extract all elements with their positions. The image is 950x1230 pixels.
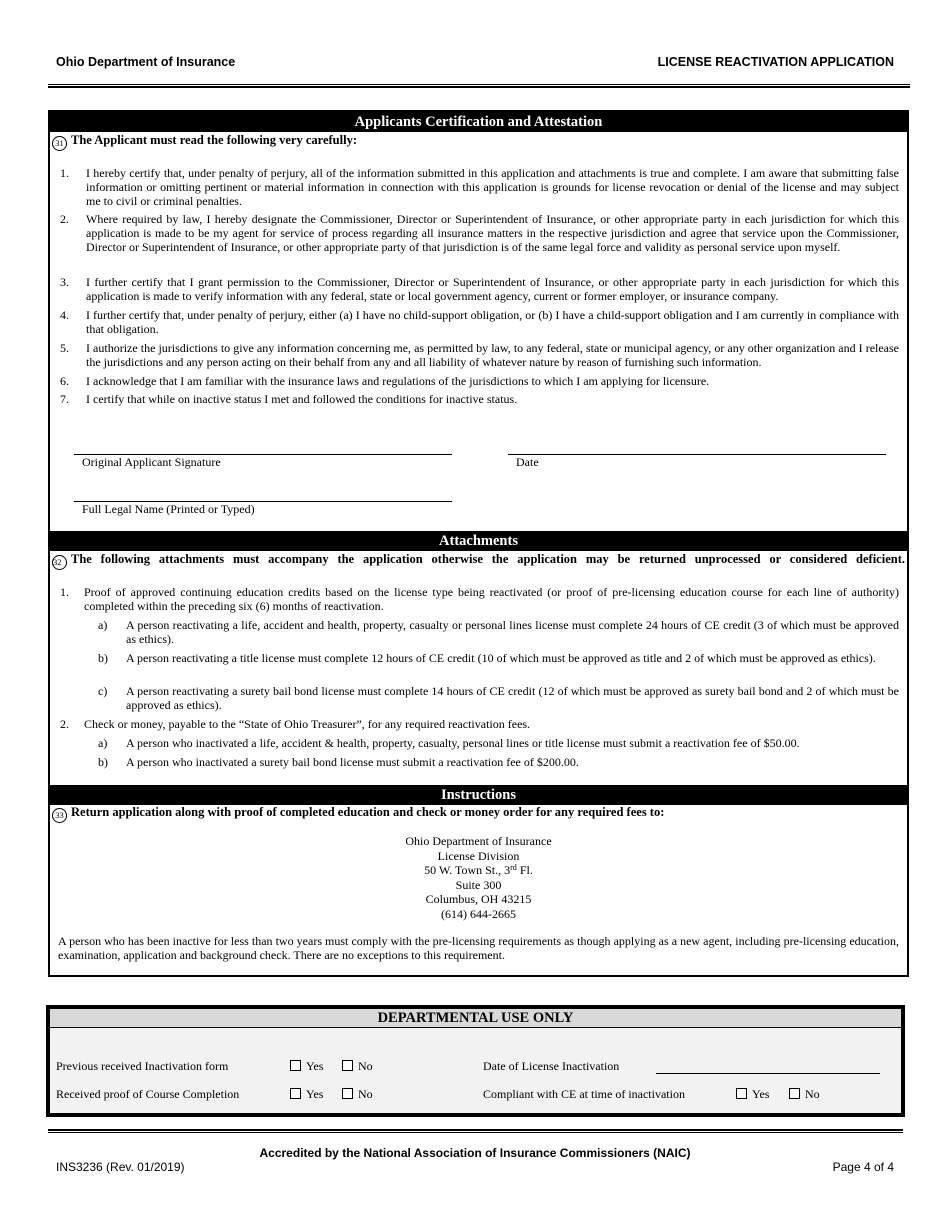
proof-course-label: Received proof of Course Completion	[56, 1087, 240, 1101]
signature-date-label: Date	[516, 455, 539, 469]
attachments-item	[60, 717, 899, 731]
subitem-letter: b)	[98, 651, 108, 665]
date-inactivation-label: Date of License Inactivation	[483, 1059, 620, 1073]
form-id: INS3236 (Rev. 01/2019)	[56, 1160, 185, 1174]
certification-item	[60, 341, 899, 369]
checkbox-box	[290, 1088, 301, 1099]
attachments-band: Attachments	[50, 531, 907, 551]
form-main-box	[48, 110, 909, 977]
subitem-letter: a)	[98, 618, 108, 632]
compliant-ce-no-checkbox[interactable]: No	[789, 1087, 820, 1102]
subitem-text: A person who inactivated a surety bail bond license must submit a reactivation fee of $200.00.	[126, 755, 579, 769]
address-line: Ohio Department of Insurance	[405, 834, 552, 848]
footer-divider	[48, 1129, 903, 1133]
item-text: I further certify that, under penalty of perjury, either (a) I have no child-support obligation, or (b) I have a child-support obligation and I am currently in compliance with that obligation.	[86, 308, 899, 336]
item-text: Proof of approved continuing education credits based on the license type being reactivated (or proof of pre-licensing education course for each line of authority) completed within the preceding six (6) months of reactivation.	[84, 585, 899, 613]
certification-item	[60, 275, 899, 303]
item-text: I hereby certify that, under penalty of perjury, all of the information submitted in this application and attachments is true and complete. I am aware that submitting false information or omitting pertinent or material information in connection with this application is grounds for license revocation or denial of the license and may subject me to civil or criminal penalties.	[86, 166, 899, 208]
header-form-title: LICENSE REACTIVATION APPLICATION	[657, 55, 894, 69]
mailing-address	[50, 834, 907, 921]
inactive-requirement-note: A person who has been inactive for less than two years must comply with the pre-licensing requirements as though applying as a new agent, including pre-licensing education, examination, application and background check. There are no exceptions to this requirement.	[58, 934, 899, 962]
certification-heading	[52, 133, 357, 151]
address-phone: (614) 644-2665	[441, 906, 516, 921]
address-line: License Division	[437, 848, 520, 863]
item-text: I acknowledge that I am familiar with the insurance laws and regulations of the jurisdictions to which I am applying for licensure.	[86, 374, 710, 388]
certification-item	[60, 374, 899, 388]
attachments-subitem	[98, 736, 899, 750]
subitem-text: A person who inactivated a life, accident & health, property, casualty, personal lines or title license must submit a reactivation fee of $50.00.	[126, 736, 800, 750]
departmental-use-box	[46, 1005, 905, 1117]
subitem-letter: a)	[98, 736, 108, 750]
address-line: 50 W. Town St., 3rd Fl.	[424, 863, 533, 877]
item-number: 7.	[60, 392, 69, 406]
instructions-band: Instructions	[50, 785, 907, 805]
prev-inactivation-label: Previous received Inactivation form	[56, 1059, 229, 1073]
departmental-title: DEPARTMENTAL USE ONLY	[50, 1009, 901, 1028]
address-line: Columbus, OH 43215	[425, 892, 532, 906]
attachments-item	[60, 585, 899, 613]
item-number: 2.	[60, 212, 69, 226]
checkbox-box	[342, 1060, 353, 1071]
item-number: 4.	[60, 308, 69, 322]
certification-item	[60, 308, 899, 336]
attachments-title: The following attachments must accompany the application otherwise the application may be returned unprocessed or considered deficient.	[71, 552, 905, 566]
checkbox-box	[342, 1088, 353, 1099]
section-number-badge: 31	[52, 136, 67, 151]
item-text: I certify that while on inactive status I met and followed the conditions for inactive status.	[86, 392, 518, 406]
checkbox-box	[290, 1060, 301, 1071]
signature-date-field[interactable]	[508, 454, 886, 455]
section-number-badge: 32	[52, 555, 67, 570]
certification-item	[60, 166, 899, 208]
compliant-ce-yes-checkbox[interactable]: Yes	[736, 1087, 769, 1102]
address-line: Suite 300	[455, 877, 502, 892]
subitem-text: A person reactivating a surety bail bond license must complete 14 hours of CE credit (12 of which must be approved as surety bail bond and 2 of which must be approved as ethics).	[126, 684, 899, 712]
checkbox-box	[736, 1088, 747, 1099]
certification-title: The Applicant must read the following very carefully:	[71, 133, 357, 147]
item-number: 5.	[60, 341, 69, 355]
item-number: 3.	[60, 275, 69, 289]
subitem-text: A person reactivating a title license must complete 12 hours of CE credit (10 of which must be approved as title and 2 of which must be approved as ethics).	[126, 651, 876, 665]
item-number: 6.	[60, 374, 69, 388]
certification-item	[60, 392, 899, 406]
date-inactivation-field[interactable]	[656, 1073, 880, 1074]
proof-course-yes-checkbox[interactable]: Yes	[290, 1087, 323, 1102]
item-number: 1.	[60, 585, 69, 599]
header-divider	[48, 84, 910, 88]
prev-inactivation-yes-checkbox[interactable]: Yes	[290, 1059, 323, 1074]
full-legal-name-label: Full Legal Name (Printed or Typed)	[82, 502, 255, 516]
header-agency: Ohio Department of Insurance	[56, 55, 236, 69]
item-number: 1.	[60, 166, 69, 180]
page-number: Page 4 of 4	[832, 1160, 894, 1174]
naic-accreditation: Accredited by the National Association of Insurance Commissioners (NAIC)	[259, 1146, 691, 1160]
section-number-badge: 33	[52, 808, 67, 823]
subitem-text: A person reactivating a life, accident and health, property, casualty or personal lines license must complete 24 hours of CE credit (3 of which must be approved as ethics).	[126, 618, 899, 646]
prev-inactivation-no-checkbox[interactable]: No	[342, 1059, 373, 1074]
attachments-subitem	[98, 755, 899, 769]
attachments-subitem	[98, 618, 899, 646]
applicant-signature-label: Original Applicant Signature	[82, 455, 221, 469]
attachments-heading	[52, 552, 905, 570]
subitem-letter: b)	[98, 755, 108, 769]
attachments-subitem	[98, 651, 899, 665]
item-text: I further certify that I grant permission to the Commissioner, Director or Superintendent of Insurance, or other appropriate party in each jurisdiction for which this application is made to verify information with any federal, state or local government agency, current or former employer, or insurance company.	[86, 275, 899, 303]
item-number: 2.	[60, 717, 69, 731]
checkbox-box	[789, 1088, 800, 1099]
item-text: Where required by law, I hereby designate the Commissioner, Director or Superintendent of Insurance, or other appropriate party in each jurisdiction for which this application is made to be my agent for service of process regarding all insurance matters in the respective jurisdiction and agree that service upon the Commissioner, Director or Superintendent of Insurance, or other appropriate party of that jurisdiction is of the same legal force and validity as personal service upon myself.	[86, 212, 899, 254]
certification-band: Applicants Certification and Attestation	[50, 112, 907, 132]
certification-item	[60, 212, 899, 254]
item-text: I authorize the jurisdictions to give any information concerning me, as permitted by law, to any federal, state or municipal agency, or any other organization and I release the jurisdictions and any person acting on their behalf from any and all liability of whatever nature by reason of furnishing such information.	[86, 341, 899, 369]
attachments-subitem	[98, 684, 899, 712]
instructions-title: Return application along with proof of completed education and check or money order for any required fees to:	[71, 805, 665, 819]
instructions-heading	[52, 805, 664, 823]
proof-course-no-checkbox[interactable]: No	[342, 1087, 373, 1102]
item-text: Check or money, payable to the “State of Ohio Treasurer”, for any required reactivation fees.	[84, 717, 531, 731]
subitem-letter: c)	[98, 684, 108, 698]
compliant-ce-label: Compliant with CE at time of inactivation	[483, 1087, 685, 1101]
